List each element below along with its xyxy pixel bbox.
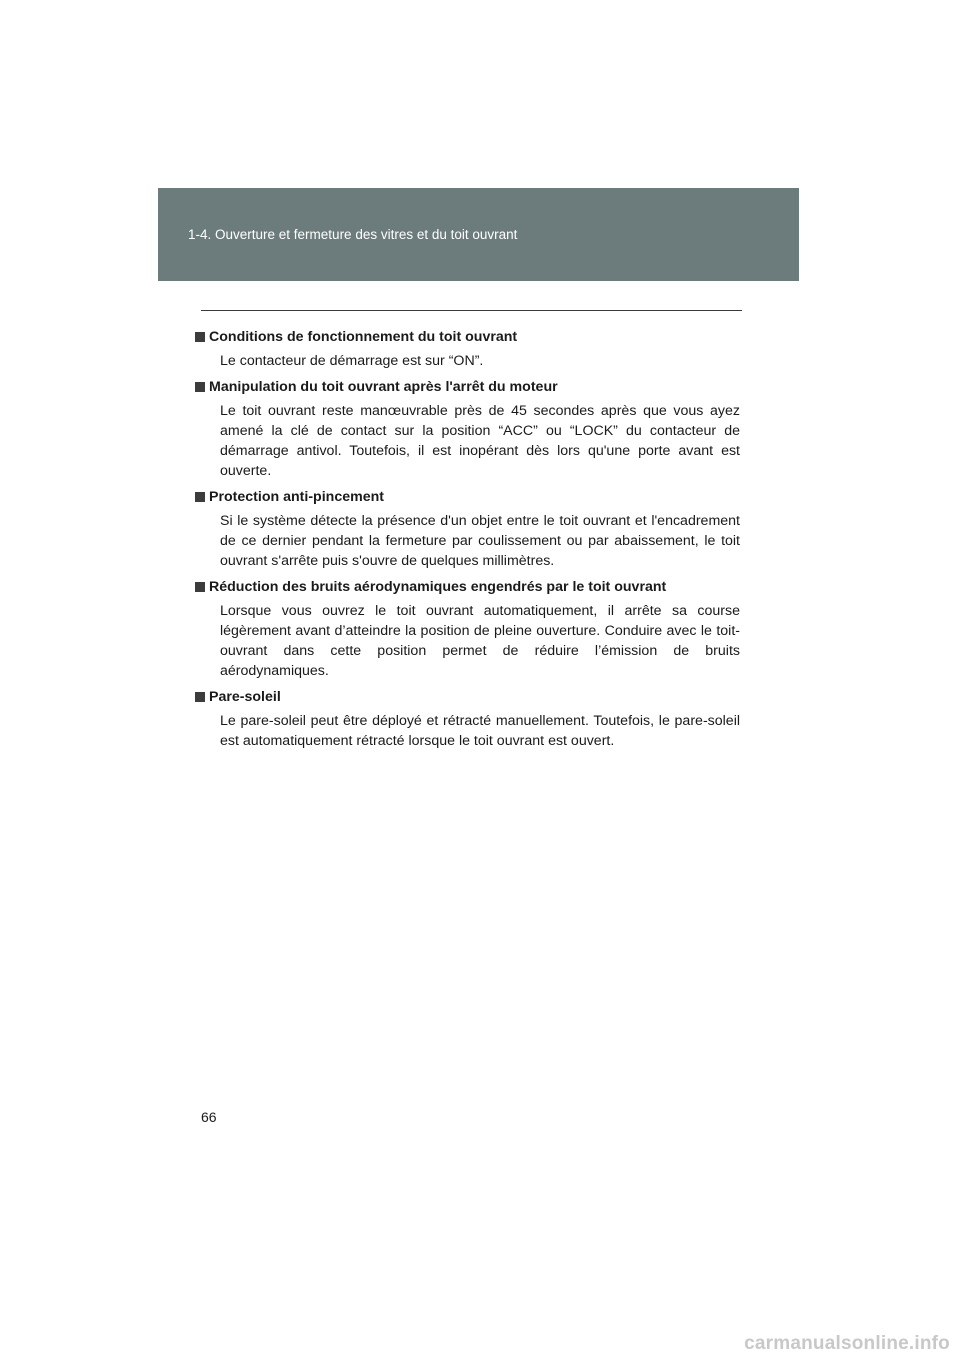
square-bullet-icon	[195, 692, 205, 702]
watermark-text: carmanualsonline.info	[744, 1333, 950, 1354]
section-body: Lorsque vous ouvrez le toit ouvrant automatiquement, il arrête sa course légèrement avant d’atteindre la position de pleine ouverture. Conduire avec le toit-ouvrant dans cette position permet de réduire l’émission de bruits aérodynamiques.	[220, 603, 740, 679]
section-sunshade	[195, 687, 740, 751]
square-bullet-icon	[195, 492, 205, 502]
section-body: Le pare-soleil peut être déployé et rétracté manuellement. Toutefois, le pare-soleil est automatiquement rétracté lorsque le toit ouvrant est ouvert.	[220, 713, 740, 749]
section-wind-noise	[195, 577, 740, 681]
section-after-engine-off	[195, 377, 740, 481]
section-heading: Réduction des bruits aérodynamiques engendrés par le toit ouvrant	[209, 579, 667, 595]
header-divider	[201, 310, 742, 311]
section-heading: Conditions de fonctionnement du toit ouvrant	[209, 329, 518, 345]
section-body: Si le système détecte la présence d'un objet entre le toit ouvrant et l'encadrement de ce dernier pendant la fermeture par coulissement ou par abaissement, le toit ouvrant s'arrête puis s'ouvre de quelques millimètres.	[220, 513, 740, 569]
manual-content	[195, 327, 740, 757]
section-heading: Protection anti-pincement	[209, 489, 384, 505]
section-header-band	[158, 188, 799, 281]
square-bullet-icon	[195, 582, 205, 592]
section-anti-pinch	[195, 487, 740, 571]
section-heading: Manipulation du toit ouvrant après l'arrêt du moteur	[209, 379, 558, 395]
section-body: Le contacteur de démarrage est sur “ON”.	[220, 353, 484, 369]
section-heading: Pare-soleil	[209, 689, 281, 705]
page-number: 66	[201, 1109, 217, 1125]
section-title: 1-4. Ouverture et fermeture des vitres et du toit ouvrant	[188, 227, 518, 242]
square-bullet-icon	[195, 382, 205, 392]
square-bullet-icon	[195, 332, 205, 342]
section-operating-conditions	[195, 327, 740, 371]
section-body: Le toit ouvrant reste manœuvrable près de 45 secondes après que vous ayez amené la clé de contact sur la position “ACC” ou “LOCK” du contacteur de démarrage antivol. Toutefois, il est inopérant dès lors qu'une porte avant est ouverte.	[220, 403, 740, 479]
